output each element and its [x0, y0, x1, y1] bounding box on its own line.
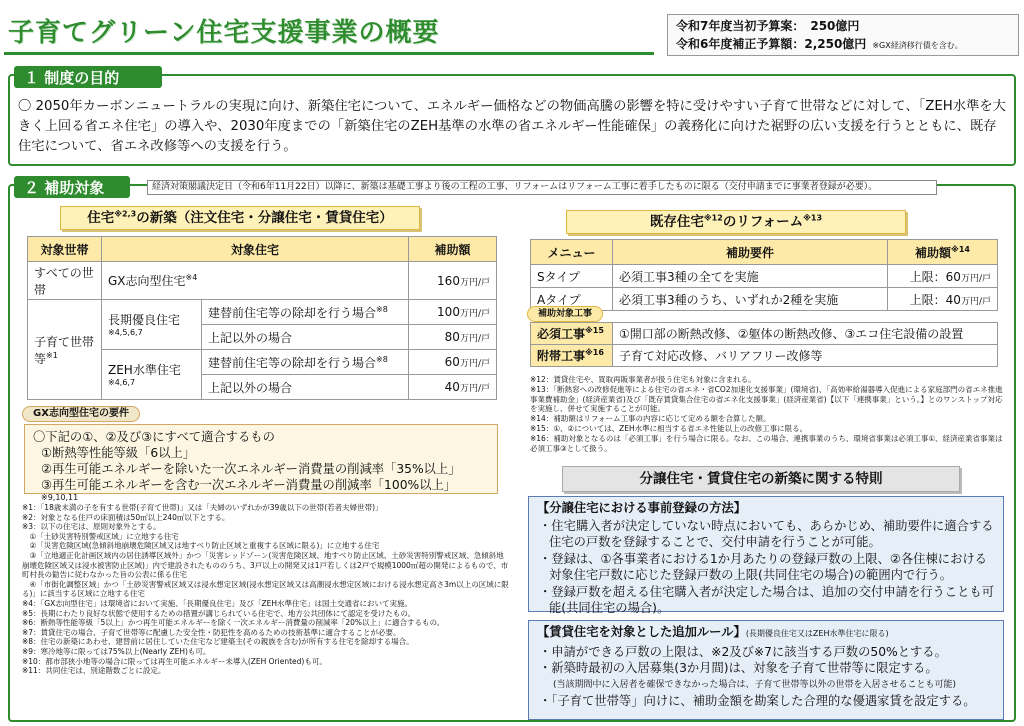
case-rebuild: 建替前住宅等の除却を行う場合$^{※8}$: [202, 350, 409, 375]
footnote: ※10：都市部狭小地等の場合に限っては再生可能エネルギー未導入(ZEH Oriented)も可。: [22, 656, 327, 666]
footnote: ※12：賃貸住宅や、買取再販事業者が扱う住宅も対象に含まれる。: [530, 375, 756, 384]
gx-requirements-box: [24, 424, 498, 502]
table-row: [28, 300, 497, 325]
new-build-heading: 住宅$^{※2,3}$の新築（注文住宅・分譲住宅・賃貸住宅）: [60, 206, 420, 230]
amount-zeh-other: 40万円/戸: [409, 375, 497, 400]
right-footnotes: [530, 375, 1005, 453]
housing-long: 長期優良住宅 ※4,5,6,7: [102, 300, 202, 350]
housing-gx: GX志向型住宅$^{※4}$: [102, 262, 409, 300]
eligible-works-table: [530, 322, 998, 367]
amount-zeh-rebuild: 60万円/戸: [409, 350, 497, 375]
amount-a-type: 上限：40万円/戸: [888, 288, 998, 311]
table-row: [531, 323, 998, 345]
footnote: ③「立地適正化計画区域内の居住誘導区域外」かつ「災害レッドゾーン(災害危険区域、地すべり防止区域、土砂災害特別警戒区域、急傾斜地崩壊危険区域又は浸水被害防止区域)」内で建設されたもののうち、3戸以上の開発又は1戸若しくは2戸で規模1000㎡超の開発によるもので、市町村長の勧告に従わなかった旨の公表に係る住宅: [22, 550, 509, 580]
footnote: ②「災害危険区域(急傾斜地崩壊危険区域又は地すべり防止区域と重複する区域に限る)」に立地する住宅: [22, 541, 380, 551]
presale-registration-title: 【分譲住宅における事前登録の方法】: [537, 501, 747, 515]
requirement-a-type: 必須工事3種のうち、いずれか2種を実施: [613, 288, 888, 311]
rental-rules-title: 【賃貸住宅を対象とした追加ルール】(長期優良住宅又はZEH水準住宅に限る): [537, 625, 889, 639]
footnote: ※3：以下の住宅は、原則対象外とする。: [22, 522, 161, 532]
footnote: ※6：断熱等性能等級「5以上」かつ再生可能エネルギーを除く一次エネルギー消費量の削減率「20%以上」に適合するもの。: [22, 618, 445, 628]
footnote: ※2：対象となる住戸の床面積は50㎡以上240㎡以下とする。: [22, 512, 230, 522]
budget-line-2: 令和6年度補正予算額：2,250億円 ※GX経済移行債を含む。: [676, 37, 963, 51]
section-purpose-heading: １ 制度の目的: [14, 66, 162, 88]
renovation-heading: 既存住宅$^{※12}$のリフォーム$^{※13}$: [566, 210, 906, 234]
section-targets-heading: ２ 補助対象: [14, 176, 130, 198]
footnote: ※5：長期にわたり良好な状態で使用するための措置が講じられている住宅で、地方公共団体にて認定を受けたもの。: [22, 608, 416, 618]
rental-rules-scope: (長期優良住宅又はZEH水準住宅に限る): [745, 629, 889, 638]
footnote: ※9：寒冷地等に限っては75%以上(Nearly ZEH)も可。: [22, 646, 211, 656]
budget-box: [667, 14, 1019, 56]
footnote: ※8：住宅の新築にあわせ、建替前に居住していた住宅など建築主(その親族を含む)が所有する住宅を除却する場合。: [22, 637, 414, 647]
menu-s-type: Sタイプ: [531, 265, 613, 288]
gx-line-2: ②再生可能エネルギーを除いた一次エネルギー消費量の削減率「35%以上」: [41, 462, 461, 476]
list-item: ・新築時最初の入居募集(3か月間)は、対象を子育て世帯等に限定する。: [539, 661, 938, 675]
amount-s-type: 上限：60万円/戸: [888, 265, 998, 288]
case-other: 上記以外の場合: [202, 325, 409, 350]
table-row: [531, 288, 998, 311]
table-row: [531, 265, 998, 288]
household-all: すべての世帯: [28, 262, 102, 300]
gx-line-1: ①断熱等性能等級「6以上」: [41, 446, 196, 460]
list-item: ・申請ができる戸数の上限は、※2及び※7に該当する戸数の50%とする。: [539, 644, 947, 659]
col-header-household: 対象世帯: [28, 237, 102, 262]
footnote: ※13：「断熱窓への改修促進等による住宅の省エネ・省CO2加速化支援事業」(環境省)、「高効率給湯器導入促進による家庭部門の省エネ推進事業費補助金」(経済産業省)及び「既存賃貸集合住宅の省エネ化支援事業」(経済産業省)【以下「連携事業」という。】とのワンストップ対応を実施し、併せて実施することが可能。: [530, 384, 1003, 414]
renovation-table: [530, 239, 998, 311]
housing-zeh: ZEH水準住宅 ※4,6,7: [102, 350, 202, 400]
col-header-amount: 補助額: [409, 237, 497, 262]
rental-rules-box: [528, 620, 1004, 720]
gx-line-0: 〇下記の①、②及び③にすべて適合するもの: [33, 430, 275, 444]
col-header-menu: メニュー: [531, 240, 613, 265]
footnote: ※14：補助額はリフォーム工事の内容に応じて定める額を合算した額。: [530, 414, 771, 424]
list-item: ・登録戸数を超える住宅購入者が決定した場合は、追加の交付申請を行うことも可能(共同住宅の場合)。: [539, 584, 994, 615]
required-works-text: ①開口部の断熱改修、②躯体の断熱改修、③エコ住宅設備の設置: [613, 323, 998, 345]
budget-note: ※GX経済移行債を含む。: [872, 41, 963, 50]
page-title: 子育てグリーン住宅支援事業の概要: [8, 18, 440, 48]
col-header-requirement: 補助要件: [613, 240, 888, 265]
title-underline: [4, 52, 654, 55]
list-item: ・「子育て世帯等」向けに、補助金額を勘案した合理的な優遇家賃を設定する。: [539, 694, 976, 708]
col-header-housing: 対象住宅: [102, 237, 409, 262]
list-item-note: (当該期間中に入居者を確保できなかった場合は、子育て世帯等以外の世帯を入居させることも可能): [553, 679, 957, 690]
footnote: ※1：「18歳未満の子を有する世帯(子育て世帯)」又は「夫婦のいずれかが39歳以下の世帯(若者夫婦世帯)」: [22, 503, 383, 512]
table-row: [531, 345, 998, 367]
footnote: ※15：①、②については、ZEH水準に相当する省エネ性能以上の改修工事に限る。: [530, 423, 808, 433]
special-rules-heading: 分譲住宅・賃貸住宅の新築に関する特則: [562, 466, 960, 492]
list-item: ・住宅購入者が決定していない時点においても、あらかじめ、補助要件に適合する住宅の戸数を登録することで、交付申請を行うことが可能。: [539, 518, 994, 549]
eligible-works-label: 補助対象工事: [527, 306, 603, 322]
purpose-text: 〇 2050年カーボンニュートラルの実現に向け、新築住宅について、エネルギー価格などの物価高騰の影響を特に受けやすい子育て世帯などに対して、「ZEH水準を大きく上回る省エネ住宅」の導入や、2030年度までの「新築住宅のZEH基準の水準の省エネルギー性能確保」の義務化に向けた裾野の広い支援を行うとともに、既存住宅について、省エネ改修等への支援を行う。: [18, 99, 1006, 154]
household-child: 子育て世帯等$^{※1}$: [28, 300, 102, 400]
required-works-label: 必須工事$^{※15}$: [531, 323, 613, 345]
footnote: ①「土砂災害特別警戒区域」に立地する住宅: [22, 531, 179, 541]
col-header-amount: 補助額$^{※14}$: [888, 240, 998, 265]
left-footnotes: [22, 503, 510, 676]
amount-long-rebuild: 100万円/戸: [409, 300, 497, 325]
table-row: [28, 262, 497, 300]
gx-requirements-label: GX志向型住宅の要件: [22, 406, 140, 422]
case-other: 上記以外の場合: [202, 375, 409, 400]
gx-line-3: ③再生可能エネルギーを含む一次エネルギー消費量の削減率「100%以上」$^{※9,10,11}$: [41, 478, 457, 502]
new-build-table: [27, 236, 497, 400]
menu-a-type: Aタイプ: [531, 288, 613, 311]
amount-long-other: 80万円/戸: [409, 325, 497, 350]
additional-works-text: 子育て対応改修、バリアフリー改修等: [613, 345, 998, 367]
targets-note: 経済対策閣議決定日（令和6年11月22日）以降に、新築は基礎工事より後の工程の工事、リフォームはリフォーム工事に着手したものに限る（交付申請までに事業者登録が必要）。: [147, 180, 937, 195]
footnote: ※7：賃貸住宅の場合、子育て世帯等に配慮した安全性・防犯性を高めるための技術基準に適合することが必要。: [22, 627, 401, 637]
footnote: ※16：補助対象となるのは「必須工事」を行う場合に限る。なお、この場合、連携事業のうち、環境省事業は必須工事①、経済産業省事業は必須工事③として扱う。: [530, 433, 1003, 453]
amount-gx: 160万円/戸: [409, 262, 497, 300]
presale-registration-box: [528, 496, 1004, 615]
case-rebuild: 建替前住宅等の除却を行う場合$^{※8}$: [202, 300, 409, 325]
footnote: ※11：共同住宅は、別途階数ごとに設定。: [22, 666, 166, 676]
requirement-s-type: 必須工事3種の全てを実施: [613, 265, 888, 288]
footnote: ④「市街化調整区域」かつ「土砂災害警戒区域又は浸水想定区域(浸水想定区域又は高潮浸水想定区域における浸水想定高さ3m以上の区域に限る)」に該当する区域に立地する住宅: [22, 579, 509, 599]
list-item: ・登録は、①各事業者における1か月あたりの登録戸数の上限、②各住棟における対象住宅戸数に応じた登録戸数の上限(共同住宅の場合)の範囲内で行う。: [539, 551, 987, 582]
additional-works-label: 附帯工事$^{※16}$: [531, 345, 613, 367]
budget-line-1: 令和7年度当初予算案： 250億円: [676, 19, 860, 33]
footnote: ※4：「GX志向型住宅」は環境省において実施、「長期優良住宅」及び「ZEH水準住宅」は国土交通省において実施。: [22, 598, 413, 608]
